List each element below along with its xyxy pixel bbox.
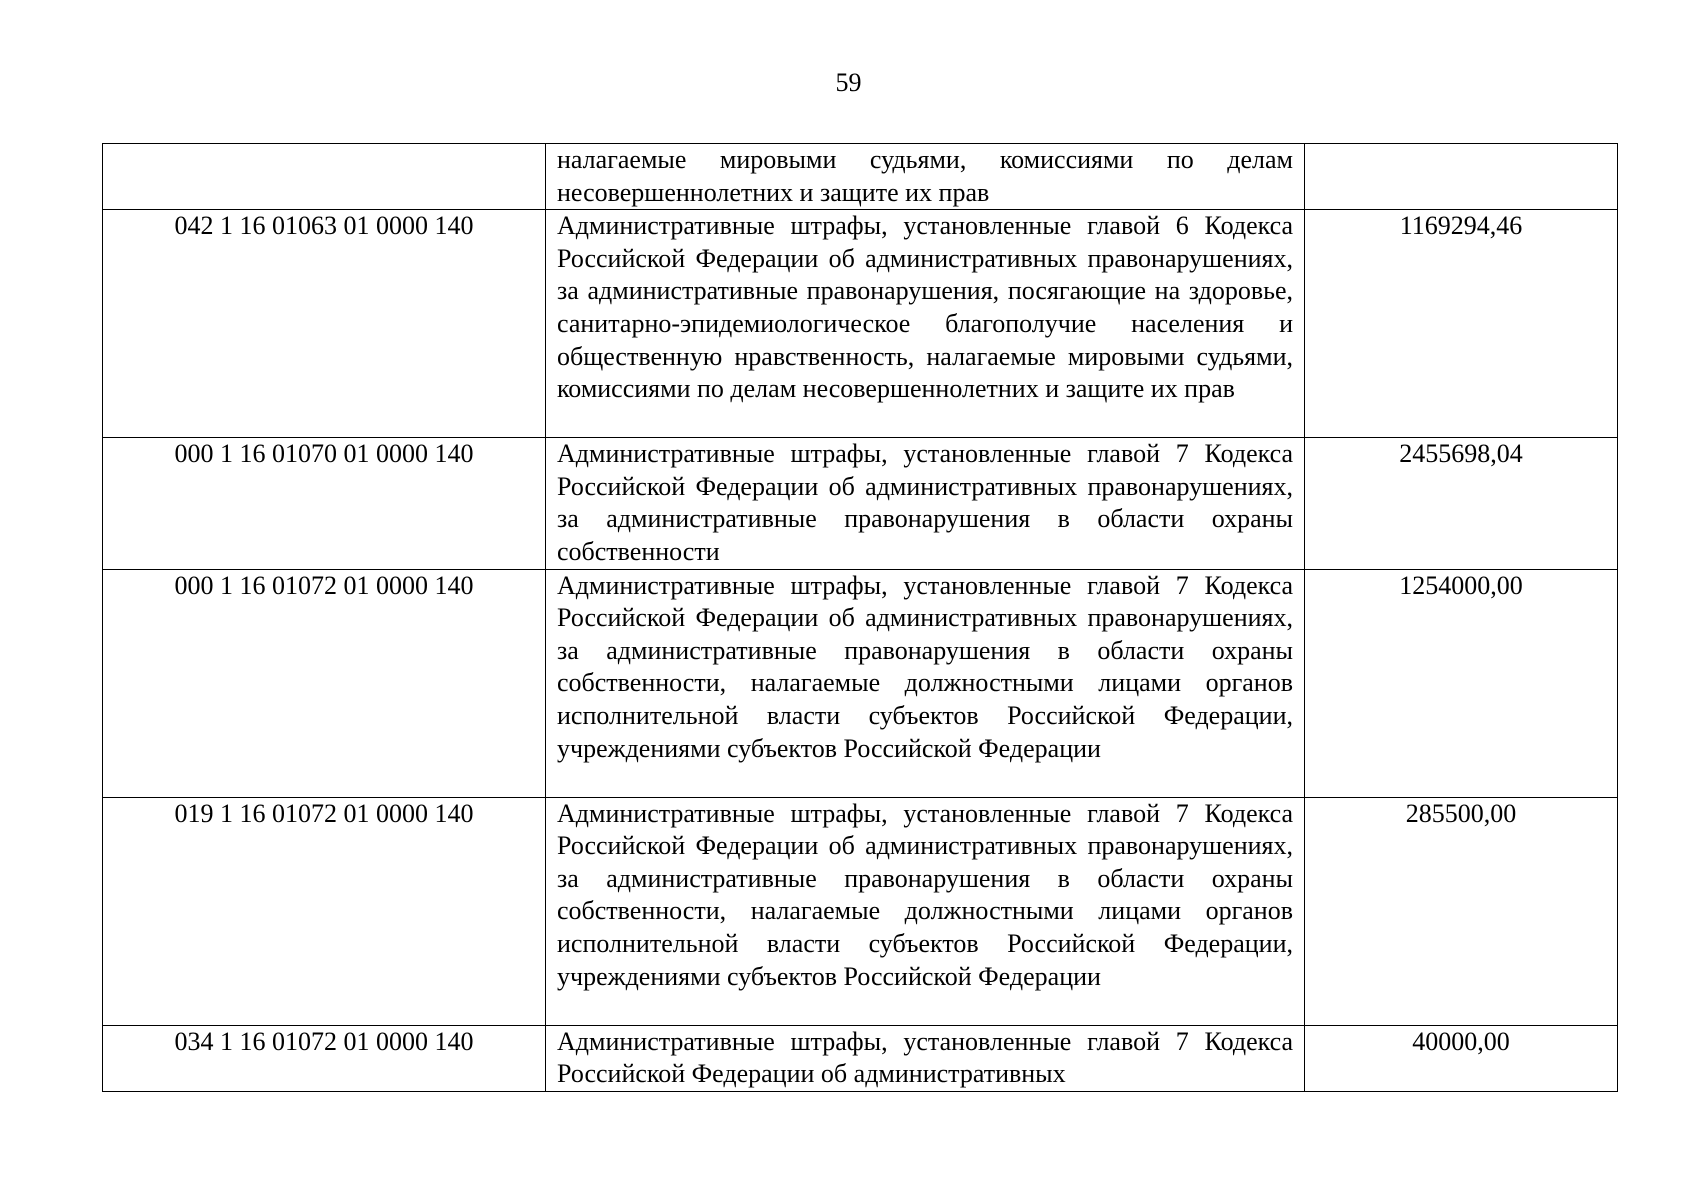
budget-code-cell: 000 1 16 01070 01 0000 140: [103, 438, 546, 569]
table-row: [103, 438, 1618, 569]
budget-code-cell: 042 1 16 01063 01 0000 140: [103, 210, 546, 438]
description-text: налагаемые мировыми судьями, комиссиями по делам несовершеннолетних и защите их прав: [557, 145, 1293, 207]
description-text: Административные штрафы, установленные главой 7 Кодекса Российской Федерации об административных правонарушениях, за административные правонарушения в области охраны собственности: [557, 439, 1293, 566]
table-row: [103, 210, 1618, 438]
table-row: [103, 1025, 1618, 1091]
table-row: [103, 144, 1618, 210]
amount-cell: 285500,00: [1305, 797, 1618, 1025]
description-text: Административные штрафы, установленные главой 7 Кодекса Российской Федерации об административных правонарушениях, за административные правонарушения в области охраны собственности, налагаемые должностными лицами органов исполнительной власти субъектов Российской Федерации, учреждениями субъектов Российской Федерации: [557, 798, 1293, 991]
description-cell: [546, 1025, 1305, 1091]
budget-revenue-table: [102, 143, 1618, 1092]
amount-cell: 2455698,04: [1305, 438, 1618, 569]
amount-cell: [1305, 144, 1618, 210]
description-cell: [546, 438, 1305, 569]
description-cell: [546, 797, 1305, 1025]
budget-code-cell: 034 1 16 01072 01 0000 140: [103, 1025, 546, 1091]
description-text: Административные штрафы, установленные главой 6 Кодекса Российской Федерации об административных правонарушениях, за административные правонарушения, посягающие на здоровье, санитарно-эпидемиологическое благополучие населения и общественную нравственность, налагаемые мировыми судьями, комиссиями по делам несовершеннолетних и защите их прав: [557, 211, 1293, 404]
amount-cell: 1254000,00: [1305, 569, 1618, 797]
table-row: [103, 569, 1618, 797]
description-text: Административные штрафы, установленные главой 7 Кодекса Российской Федерации об административных правонарушениях, за административные правонарушения в области охраны собственности, налагаемые должностными лицами органов исполнительной власти субъектов Российской Федерации, учреждениями субъектов Российской Федерации: [557, 570, 1293, 763]
budget-code-cell: 000 1 16 01072 01 0000 140: [103, 569, 546, 797]
budget-code-cell: [103, 144, 546, 210]
amount-cell: 40000,00: [1305, 1025, 1618, 1091]
page-number: 59: [835, 68, 862, 97]
description-cell: [546, 144, 1305, 210]
description-text: Административные штрафы, установленные главой 7 Кодекса Российской Федерации об административных: [557, 1026, 1293, 1089]
budget-code-cell: 019 1 16 01072 01 0000 140: [103, 797, 546, 1025]
amount-cell: 1169294,46: [1305, 210, 1618, 438]
description-cell: [546, 569, 1305, 797]
table-row: [103, 797, 1618, 1025]
description-cell: [546, 210, 1305, 438]
